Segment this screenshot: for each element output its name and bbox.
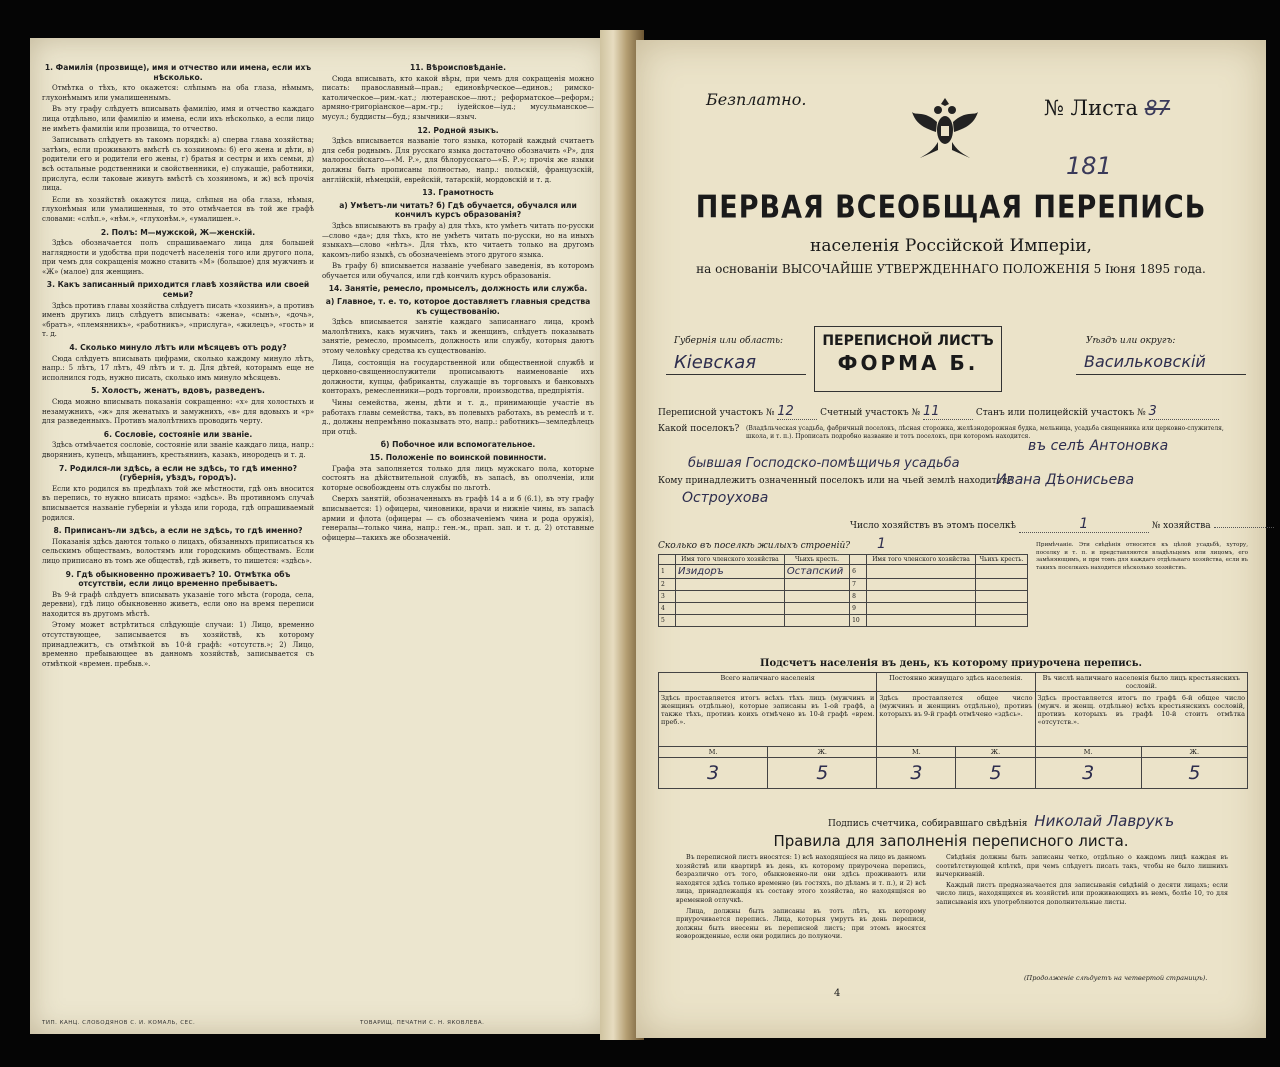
row-number-b: 10 [850,615,867,627]
row-number: 5 [659,615,676,627]
note-text: Примѣчаніе. Эти свѣдѣнія относятся къ цѣлой усадьбѣ, хутору, поселку и т. п. и представляются владѣльцемъ или лицомъ, его замѣняющимъ, и при томъ для каждаго отдѣльнаго хозяйства, если въ такихъ поселкахъ находится нѣсколько хозяйствъ. [1036,542,1248,571]
instruction-heading: а) Умѣетъ-ли читать? б) Гдѣ обучается, обучался или кончилъ курсъ образованія? [339,200,577,220]
row-number-b: 6 [850,565,867,579]
district-value: Васильковскій [1084,352,1206,371]
province-underline [666,374,806,375]
instruction-paragraph: Сюда вписывать, кто какой вѣры, при чемъ для сокращенія можно писать: православный—прав.; единовѣрческое—единов.; римско-католическое—рим.-кат.; лютеранское—лют.; реформатское—реформ.; армяно-григоріанское—арм.-гр.; іудейское—іуд.; мусульманское—мусул.; буддисты—буд.; язычники—языч. [322,74,594,121]
instruction-heading: б) Побочное или вспомогательное. [380,440,536,450]
row-whose-b [975,603,1027,615]
col-name-header: Имя того членского хозяйства [676,555,785,565]
row-number-b: 7 [850,579,867,591]
row-name [676,615,785,627]
female-col-3: Ж. [1141,747,1247,758]
instruction-paragraph: Чины семейства, жены, дѣти и т. д., принимающіе участіе въ работахъ главы семейства, такъ, въ полевыхъ работахъ, въ ремеслѣ и т. д., должны непремѣнно показывать это, напр.: работникъ—земледѣлецъ при отцѣ. [322,399,594,436]
rules-column-1 [676,854,926,944]
area-line [658,404,1219,420]
building-row [659,615,1028,627]
instruction-heading: 14. Занятіе, ремесло, промыселъ, должность или служба. [328,284,588,294]
row-whose [784,603,849,615]
row-whose-b [975,579,1027,591]
buildings-detail-table [658,554,1028,627]
settlement-hint: (Владѣльческая усадьба, фабричный поселокъ, лѣсная сторожка, желѣзнодорожная будка, мельница, усадьба священника или церковно-служителя, школа, и т. п.). Прописать подробно название и тотъ поселокъ, при которомъ находится. [746,425,1224,440]
permanent-male-value: 3 [877,758,956,789]
instruction-paragraph: Здѣсь отмѣчается сословіе, состояніе или званіе каждаго лица, напр.: дворянинъ, купецъ, мѣщанинъ, крестьянинъ, казакъ, инородецъ и т. д. [42,441,314,459]
instruction-heading: 2. Полъ: М—мужской, Ж—женскій. [100,227,256,237]
instruction-heading: 12. Родной языкъ. [417,125,499,135]
instruction-heading: а) Главное, т. е. то, которое доставляетъ главныя средства къ существованію. [325,297,591,316]
stan-value: 3 [1149,404,1219,420]
row-number-b: 9 [850,603,867,615]
census-form-page [636,40,1266,1038]
signature-label: Подпись счетчика, собиравшаго свѣдѣнія [828,819,1028,829]
settlement-label: Какой поселокъ? [658,424,740,434]
row-whose-b [975,591,1027,603]
instruction-heading: 7. Родился-ли здѣсь, а если не здѣсь, то гдѣ именно? (губернія, уѣздъ, городъ). [59,463,297,483]
sheet-number [1044,96,1170,120]
total-male-value: 3 [659,758,768,789]
instruction-paragraph: Сюда можно вписывать показанія сокращенно: «х» для холостыхъ и незамужнихъ, «ж» для женатыхъ и замужнихъ, «в» для вдовыхъ и «р» для разведенныхъ. Противъ малолѣтнихъ проводить черту. [42,398,314,426]
signature-line [828,812,1174,830]
buildings-rows [659,565,1028,627]
row-number: 1 [659,565,676,579]
province-label: Губернія или область: [674,336,784,346]
census-area-label: Переписной участокъ № [658,408,775,418]
instruction-paragraph: Здѣсь вписывается названіе того языка, который каждый считаетъ для себя роднымъ. Для русскаго языка достаточно обозначить «Р», для малороссійскаго—«М. Р.», для бѣлорусскаго—«Б. Р.»; прочія же языки должны быть прописаны полностью, напр.: польскій, французскій, англійскій, нѣмецкій, еврейскій, татарскій, мордовскій и т. д. [322,137,594,184]
instruction-paragraph: Въ 9-й графѣ слѣдуетъ вписывать указаніе того мѣста (города, села, деревни), гдѣ лицо обыкновенно живетъ, если оно на время переписи находится въ другомъ мѣстѣ. [42,590,314,618]
houses-label: Сколько въ поселкѣ жилыхъ строеній? [658,541,851,551]
row-number: 2 [659,579,676,591]
instruction-heading: 15. Положеніе по воинской повинности. [369,452,547,462]
form-label: ФОРМА Б. [837,351,979,375]
instruction-heading: 3. Какъ записанный приходится главѣ хозяйства или своей семьи? [46,280,310,300]
row-name-b [867,603,976,615]
list-label: ПЕРЕПИСНОЙ ЛИСТЪ [822,333,994,349]
row-name [676,603,785,615]
count-desc-permanent: Здѣсь проставляется общее число (мужчинъ и женщинъ отдѣльно), противъ которыхъ въ 9-й графѣ отмѣчено «здѣсь». [877,692,1035,747]
rules-title: Правила для заполненія переписного листа. [773,832,1129,850]
count-section-title: Подсчетъ населенія въ день, къ которому приурочена перепись. [760,658,1142,669]
stan-label: Станъ или полицейскій участокъ № [975,408,1146,418]
instructions-column-2 [322,60,594,545]
instruction-paragraph: Записывать слѣдуетъ въ такомъ порядкѣ: а) сперва глава хозяйства; затѣмъ, если проживаютъ вмѣстѣ съ хозяиномъ: б) его жена и дѣти, в) родители его и родители его жены, г) братья и сестры и ихъ семьи, д) всѣ остальные родственники и свойственники, е) служащіе, работники, прислуга, если таковые живутъ вмѣстѣ съ хозяиномъ, и ж) всѣ прочія лица. [42,136,314,193]
district-label: Уѣздъ или округъ: [1086,336,1176,346]
instruction-heading: 8. Приписанъ-ли здѣсь, а если не здѣсь, то гдѣ именно? [53,526,303,536]
row-number: 3 [659,591,676,603]
district-underline [1076,374,1246,375]
instruction-paragraph: Показанія здѣсь даются только о лицахъ, обязанныхъ приписаться къ сельскимъ обществамъ, волостямъ или городскимъ обществамъ. Если лицо приписано въ томъ же обществѣ, гдѣ живетъ, то пишется: «здѣсь». [42,537,314,565]
row-whose [784,591,849,603]
col-whose-header: Чьихъ кресть. [784,555,849,565]
sheet-number-label: № Листа [1044,96,1138,120]
row-name [676,579,785,591]
census-area-value: 12 [777,404,817,420]
rule-paragraph: Лица, должны быть записаны въ тотъ лѣтъ, къ которому приурочивается перепись. Лица, которыя умрутъ въ день переписи, должны быть внесены въ переписной листъ; при этомъ вносятся новорожденные, если они родились до полуночи. [676,907,926,941]
peasant-male-value: 3 [1035,758,1141,789]
instruction-heading: 9. Гдѣ обыкновенно проживаетъ? 10. Отмѣтка объ отсутствіи, если лицо временно пребываетъ. [65,569,291,589]
settlement-value-2: бывшая Господско-помѣщичья усадьба [688,456,960,471]
instruction-heading: 4. Сколько минуло лѣтъ или мѣсяцевъ отъ роду? [69,343,287,353]
printer-note-right: ТОВАРИЩ. ПЕЧАТНИ С. Н. ЯКОВЛЕВА. [360,1020,485,1026]
row-whose-b [975,565,1027,579]
row-name [676,591,785,603]
signature-value: Николай Лаврукъ [1034,812,1175,830]
instruction-paragraph: Сюда слѣдуетъ вписывать цифрами, сколько каждому минуло лѣтъ, напр.: 5 лѣтъ, 17 лѣтъ, 49 лѣтъ и т. д. Для дѣтей, которымъ еще не исполнился годъ, нужно писать, сколько имъ минуло мѣсяцевъ. [42,354,314,382]
household-no-value [1214,527,1274,528]
row-number: 4 [659,603,676,615]
row-whose: Остапский [784,565,849,579]
instruction-paragraph: Здѣсь обозначается полъ спрашиваемаго лица для большей наглядности и удобства при подсчетѣ населенія того или другого пола, при чемъ для сокращенія можно ставить «М» (большое) для мужчинъ и «Ж» (малое) для женщинъ. [42,239,314,276]
count-desc-total: Здѣсь проставляется итогъ всѣхъ тѣхъ лицъ (мужчинъ и женщинъ отдѣльно), которые записаны въ 1-ой графѣ, а также тѣхъ, противъ коихъ отмѣчено въ 10-й графѣ «врем. преб.». [659,692,877,747]
instruction-paragraph: Лица, состоящія на государственной или общественной службѣ и церковно-священнослужители прописываютъ наименованіе ихъ должности, купцы, фабриканты, служащіе въ торговыхъ и банковыхъ конторахъ, ремесленники—родъ торговли, производства, предпріятія. [322,358,594,396]
col-name-header-2: Имя того членского хозяйства [867,555,976,565]
row-whose [784,579,849,591]
households-value: 1 [1019,516,1149,533]
instruction-heading: 6. Сословіе, состояніе или званіе. [103,429,253,439]
households-label: Число хозяйствъ въ этомъ поселкѣ [850,521,1016,531]
imperial-eagle-emblem [910,92,980,164]
count-header-total: Всего наличнаго населенія [659,673,877,692]
left-instructions-page [30,38,608,1034]
building-row [659,603,1028,615]
instruction-paragraph: Здѣсь вписываютъ въ графу а) для тѣхъ, кто умѣетъ читать по-русски—слово «да»; для тѣхъ, кто не умѣетъ читать по-русски, но на иныхъ языкахъ—слово «нѣтъ». Для тѣхъ, кто читаетъ только на другомъ какомъ-либо языкѣ, съ обозначеніемъ этого другого языка. [322,221,594,259]
form-legal-basis: на основаніи ВЫСОЧАЙШЕ УТВЕРЖДЕННАГО ПОЛОЖЕНІЯ 5 Іюня 1895 года. [696,262,1206,276]
col-whose-header-2: Чьихъ кресть. [975,555,1027,565]
page-bottom-number: 4 [834,988,841,999]
row-name-b [867,579,976,591]
province-value: Кіевская [674,352,757,373]
instruction-paragraph: Этому может встрѣтиться слѣдующіе случаи: 1) Лицо, временно отсутствующее, записывается въ хозяйствѣ, къ которому принадлежитъ, съ отмѣткой въ 10-й графѣ: «отсутств.»; 2) Лицо, временно пребывающее въ данномъ хозяйствѣ, записывается съ отмѣткой «времен. пребыв.». [42,621,314,668]
building-row [659,579,1028,591]
count-area-value: 11 [923,404,973,420]
female-col-1: Ж. [768,747,877,758]
instruction-paragraph: Здѣсь противъ главы хозяйства слѣдуетъ писать «хозяинъ», а противъ именъ другихъ лицъ слѣдуетъ вписывать: «жена», «сынъ», «дочь», «братъ», «племянникъ», «работникъ», «прислуга», «жилецъ», «гость» и т. д. [42,301,314,339]
permanent-female-value: 5 [956,758,1035,789]
female-col-2: Ж. [956,747,1035,758]
archive-stamp-number: 181 [1066,152,1112,180]
count-header-permanent: Постоянно живущаго здѣсь населенія. [877,673,1035,692]
instruction-paragraph: Въ эту графу слѣдуетъ вписывать фамилію, имя и отчество каждаго лица отдѣльно, или фамилію и имена, если ихъ нѣсколько, а если лицо не имѣетъ фамиліи или прозвища, то отчество. [42,105,314,133]
houses-value: 1 [876,536,886,552]
total-female-value: 5 [768,758,877,789]
form-type-box [814,326,1002,392]
form-title: ПЕРВАЯ ВСЕОБЩАЯ ПЕРЕПИСЬ [695,189,1207,226]
form-subtitle: населенія Россійской Имперіи, [810,236,1092,256]
row-name-b [867,615,976,627]
rules-column-2 [936,854,1228,910]
households-line [850,516,1274,533]
rule-paragraph: Каждый листъ предназначается для записыванія свѣдѣній о десяти лицахъ; если число лицъ, находящихся въ хозяйствѣ или проживающихъ въ немъ, болѣе 10, то для записыванія ихъ употребляются дополнительные листы. [936,881,1228,906]
count-area-label: Счетный участокъ № [820,408,921,418]
instruction-heading: 1. Фамилія (прозвище), имя и отчество или имена, если ихъ нѣсколько. [44,63,312,82]
instruction-paragraph: Сверхъ занятій, обозначенныхъ въ графѣ 14 а и б (6.1), въ эту графу вписывается: 1) офицеры, чиновники, врачи и нижніе чины, въ запасѣ армии и флота (офицеры — съ обозначеніемъ чина и рода оружія), генералы—только чина, напр.: ген.-м., прап. зап. и т. д. 2) отставные офицеры—такихъ же обозначеній. [322,495,594,542]
owner-value: Ивана Дѣонисьева [996,472,1135,488]
male-col-3: М. [1035,747,1141,758]
owner-label: Кому принадлежитъ означенный поселокъ или на чьей землѣ находится? [658,476,1013,486]
household-no-label: № хозяйства [1151,521,1211,531]
instruction-paragraph: Если кто родился въ предѣлахъ той же мѣстности, гдѣ онъ вносится въ перепись, то нужно вписать прямо: «здѣсь». Въ противномъ случаѣ вписывается названіе губерніи и уѣзда или города, гдѣ опрашиваемый родился. [42,484,314,522]
male-col-1: М. [659,747,768,758]
instruction-paragraph: Графа эта заполняется только для лицъ мужскаго пола, которые состоятъ на дѣйствительной службѣ, въ запасѣ, въ ополченіи, или которые освобождены отъ службы по льготѣ. [322,464,594,492]
rules-continuation: (Продолженіе слѣдуетъ на четвертой страницѣ). [1024,974,1208,982]
free-label: Безплатно. [706,90,807,109]
owner-value-2: Остроухова [682,490,769,506]
instruction-heading: 11. Вѣроисповѣданіе. [410,63,506,72]
instruction-heading: 5. Холостъ, женатъ, вдовъ, разведенъ. [91,386,265,396]
row-whose [784,615,849,627]
row-number-b: 8 [850,591,867,603]
building-row [659,565,1028,579]
instruction-paragraph: Отмѣтка о тѣхъ, кто окажется: слѣпымъ на оба глаза, нѣмымъ, глухонѣмымъ или умалишеннымъ. [42,84,314,102]
rule-paragraph: Въ переписной листъ вносятся: 1) всѣ находящіеся на лицо въ данномъ хозяйствѣ или квартирѣ въ день, къ которому приурочена перепись, безразлично отъ того, обыкновенно-ли они здѣсь проживаютъ или находятся здѣсь только временно (въ гостяхъ, по дѣламъ и т. п.), и 2) всѣ лица, принадлежащія къ составу этого хозяйства, но находящіяся во временной отлучкѣ. [676,854,926,904]
sheet-number-value: 87 [1144,96,1171,120]
row-name-b [867,565,976,579]
instruction-paragraph: Здѣсь вписывается занятіе каждаго записаннаго лица, кромѣ малолѣтнихъ, какъ мужчинъ, такъ и женщинъ, слѣдуетъ показывать занятіе, ремесло, промыселъ, должность или службу, которыя даютъ этому человѣку средства къ существованію. [322,318,594,356]
row-name-b [867,591,976,603]
count-header-peasant: Въ числѣ наличнаго населенія было лицъ крестьянскихъ сословій. [1035,673,1247,692]
instruction-paragraph: Въ графу б) вписывается названіе учебнаго заведенія, въ которомъ обучается или обучался, или гдѣ кончилъ курсъ образованія. [322,262,594,280]
peasant-female-value: 5 [1141,758,1247,789]
rule-paragraph: Свѣдѣнія должны быть записаны четко, отдѣльно о каждомъ лицѣ каждая въ соотвѣтствующей клѣткѣ, при чемъ слѣдуетъ писать такъ, чтобы не было лишнихъ вычеркиваній. [936,854,1228,879]
population-count-table [658,672,1248,789]
count-desc-peasant: Здѣсь проставляется итогъ по графѣ 6-й общее число (мужч. и женщ. отдѣльно) всѣхъ крестьянскихъ сословій, противъ которыхъ въ графѣ 10-й стоитъ отмѣтка «отсутств.». [1035,692,1247,747]
houses-line [658,536,886,552]
instruction-paragraph: Если въ хозяйствѣ окажутся лица, слѣпыя на оба глаза, нѣмыя, глухонѣмыя или умалишенныя, то это отмѣчается въ той же графѣ словами: «слѣп.», «нѣм.», «глухонѣм.», «умалишен.». [42,195,314,223]
row-whose-b [975,615,1027,627]
instruction-heading: 13. Грамотность [422,188,494,198]
printer-note-left: ТИП. КАНЦ. СЛОБОДЯНОВ С. И. КОМАЛЬ, СЕС. [42,1020,196,1026]
building-row [659,591,1028,603]
row-name: Изидоръ [676,565,785,579]
instructions-column-1 [42,60,314,671]
settlement-value: въ селѣ Антоновка [1028,438,1169,454]
male-col-2: М. [877,747,956,758]
